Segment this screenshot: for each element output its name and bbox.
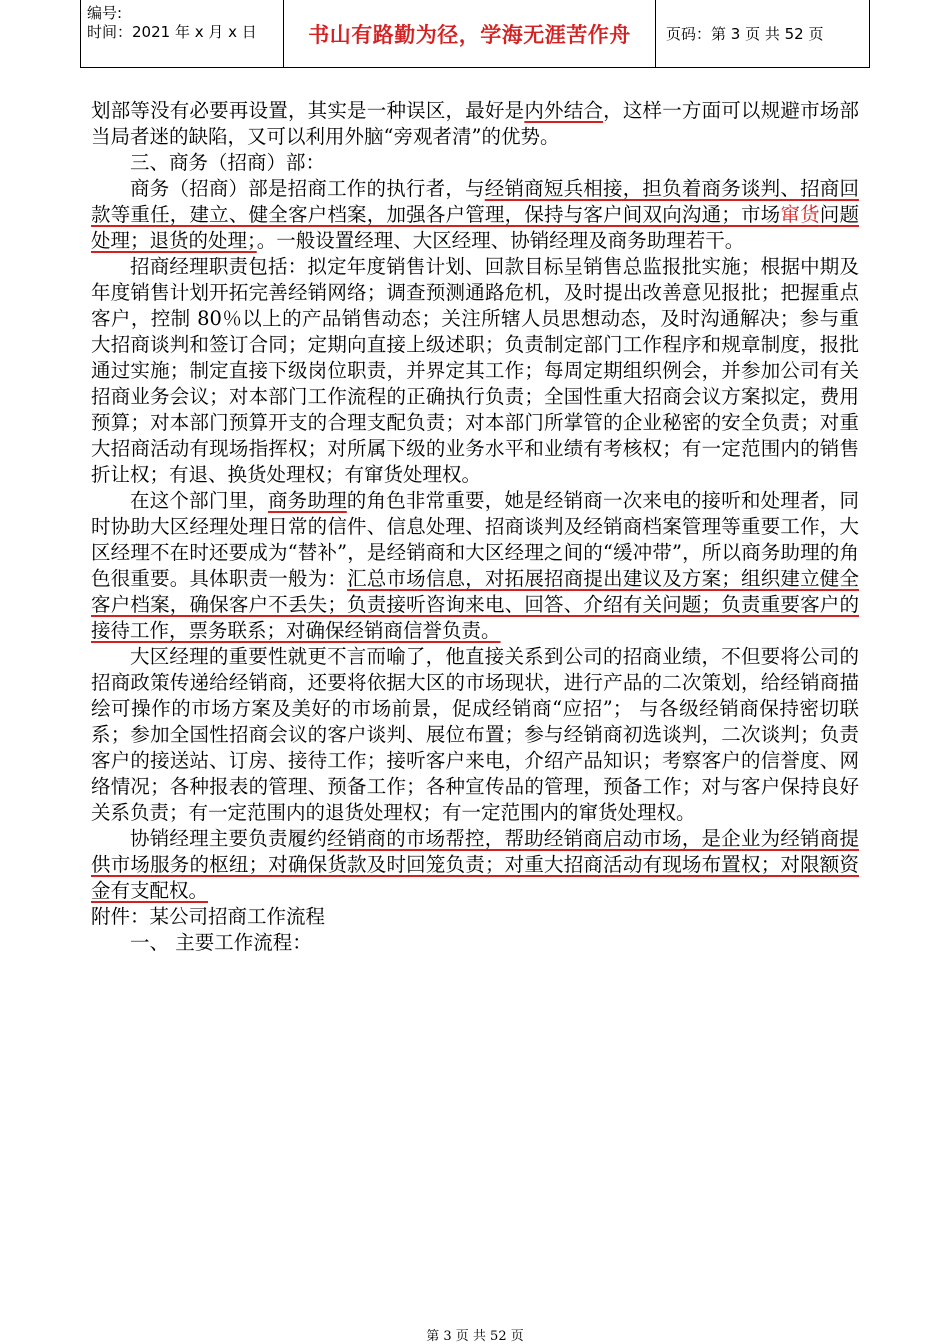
number-label: 编号: bbox=[87, 4, 123, 22]
underlined-text: 问题处理；退货的处理； bbox=[91, 203, 859, 252]
page-header bbox=[80, 0, 870, 68]
header-motto-cell bbox=[284, 0, 656, 67]
document-body bbox=[91, 98, 859, 956]
paragraph-5 bbox=[91, 488, 859, 644]
motto: 书山有路勤为径，学海无涯苦作舟 bbox=[308, 22, 631, 47]
paragraph-1 bbox=[91, 98, 859, 150]
text: ，这样一方面可以规避市场部当局者迷的缺陷，又可以利用外脑“旁观者清”的优势。 bbox=[91, 99, 859, 148]
header-meta bbox=[81, 0, 284, 67]
paragraph-4: 招商经理职责包括：拟定年度销售计划、回款目标呈销售总监报批实施；根据中期及年度销售计划开拓完善经销网络；调查预测通路危机，及时提出改善意见报批；把握重点客户，控制 80％以上的产品销售动态；关注所辖人员思想动态，及时沟通解决；参与重大招商谈判和签订合同；定期向直接上级述职；负责制定部门工作程序和规章制度，报批通过实施；制定直接下级岗位职责，并界定其工作；每周定期组织例会，并参加公司有关招商业务会议；对本部门工作流程的正确执行负责；全国性重大招商会议方案拟定，费用预算；对本部门预算开支的合理支配负责；对本部门所掌管的企业秘密的安全负责；对重大招商活动有现场指挥权；对所属下级的业务水平和业绩有考核权；有一定范围内的销售折让权；有退、换货处理权；有窜货处理权。 bbox=[91, 255, 859, 486]
text: 在这个部门里， bbox=[130, 489, 268, 512]
page-footer: 第 3 页 共 52 页 bbox=[426, 1329, 524, 1344]
header-page-info-cell bbox=[656, 0, 869, 67]
paragraph-3 bbox=[91, 176, 859, 254]
page-info: 页码：第 3 页 共 52 页 bbox=[666, 25, 824, 43]
section-heading: 三、商务（招商）部： bbox=[130, 151, 326, 174]
highlighted-text: 窜货 bbox=[780, 203, 820, 226]
paragraph-7 bbox=[91, 826, 859, 904]
text: 划部等没有必要再设置，其实是一种误区，最好是 bbox=[91, 99, 525, 122]
text: 的角色非常重要，她是经销商一次来电的接听和处理者，同时协助大区经理处理日常的信件、信息处理、招商谈判及经销商档案管理等重要工作，大区经理不在时还要成为“替补”，是经销商和大区经理之间的“缓冲带”，所以商务助理的角色很重要。具体职责一般为： bbox=[91, 489, 859, 590]
text: 协销经理主要负责履约 bbox=[130, 827, 328, 850]
underlined-text: 内外结合 bbox=[524, 99, 604, 122]
underlined-text: 商务助理 bbox=[267, 489, 347, 512]
text: 商务（招商）部是招商工作的执行者，与 bbox=[130, 177, 485, 200]
paragraph-6: 大区经理的重要性就更不言而喻了，他直接关系到公司的招商业绩，不但要将公司的招商政策传递给经销商，还要将依据大区的市场现状，进行产品的二次策划，给经销商描绘可操作的市场方案及美好的市场前景，促成经销商“应招”； 与各级经销商保持密切联系；参加全国性招商会议的客户谈判、展位布置；参与经销商初选谈判，二次谈判；负责客户的接送站、订房、接待工作；接听客户来电，介绍产品知识；考察客户的信誉度、网络情况；各种报表的管理、预备工作；各种宣传品的管理，预备工作；对与客户保持良好关系负责；有一定范围内的退货处理权；有一定范围内的窜货处理权。 bbox=[91, 645, 859, 824]
time-label: 时间：2021 年 x 月 x 日 bbox=[87, 23, 257, 41]
underlined-text: 经销商短兵相接，担负着商务谈判、招商回款等重任，建立、健全客户档案，加强各户管理，保持与客户间双向沟通；市场 bbox=[91, 177, 859, 226]
underlined-text: 经销商的市场帮控，帮助经销商启动市场，是企业为经销商提供市场服务的枢纽；对确保货款及时回笼负责；对重大招商活动有现场布置权；对限额资金有支配权。 bbox=[91, 827, 859, 902]
subsection-heading: 一、 主要工作流程： bbox=[130, 931, 312, 954]
underlined-text: 汇总市场信息，对拓展招商提出建议及方案；组织建立健全客户档案，确保客户不丢失；负责接听咨询来电、回答、介绍有关问题；负责重要客户的接待工作，票务联系；对确保经销商信誉负责。 bbox=[91, 567, 859, 642]
text: 。一般设置经理、大区经理、协销经理及商务助理若干。 bbox=[256, 229, 745, 252]
attachment-title: 附件：某公司招商工作流程 bbox=[91, 905, 326, 928]
